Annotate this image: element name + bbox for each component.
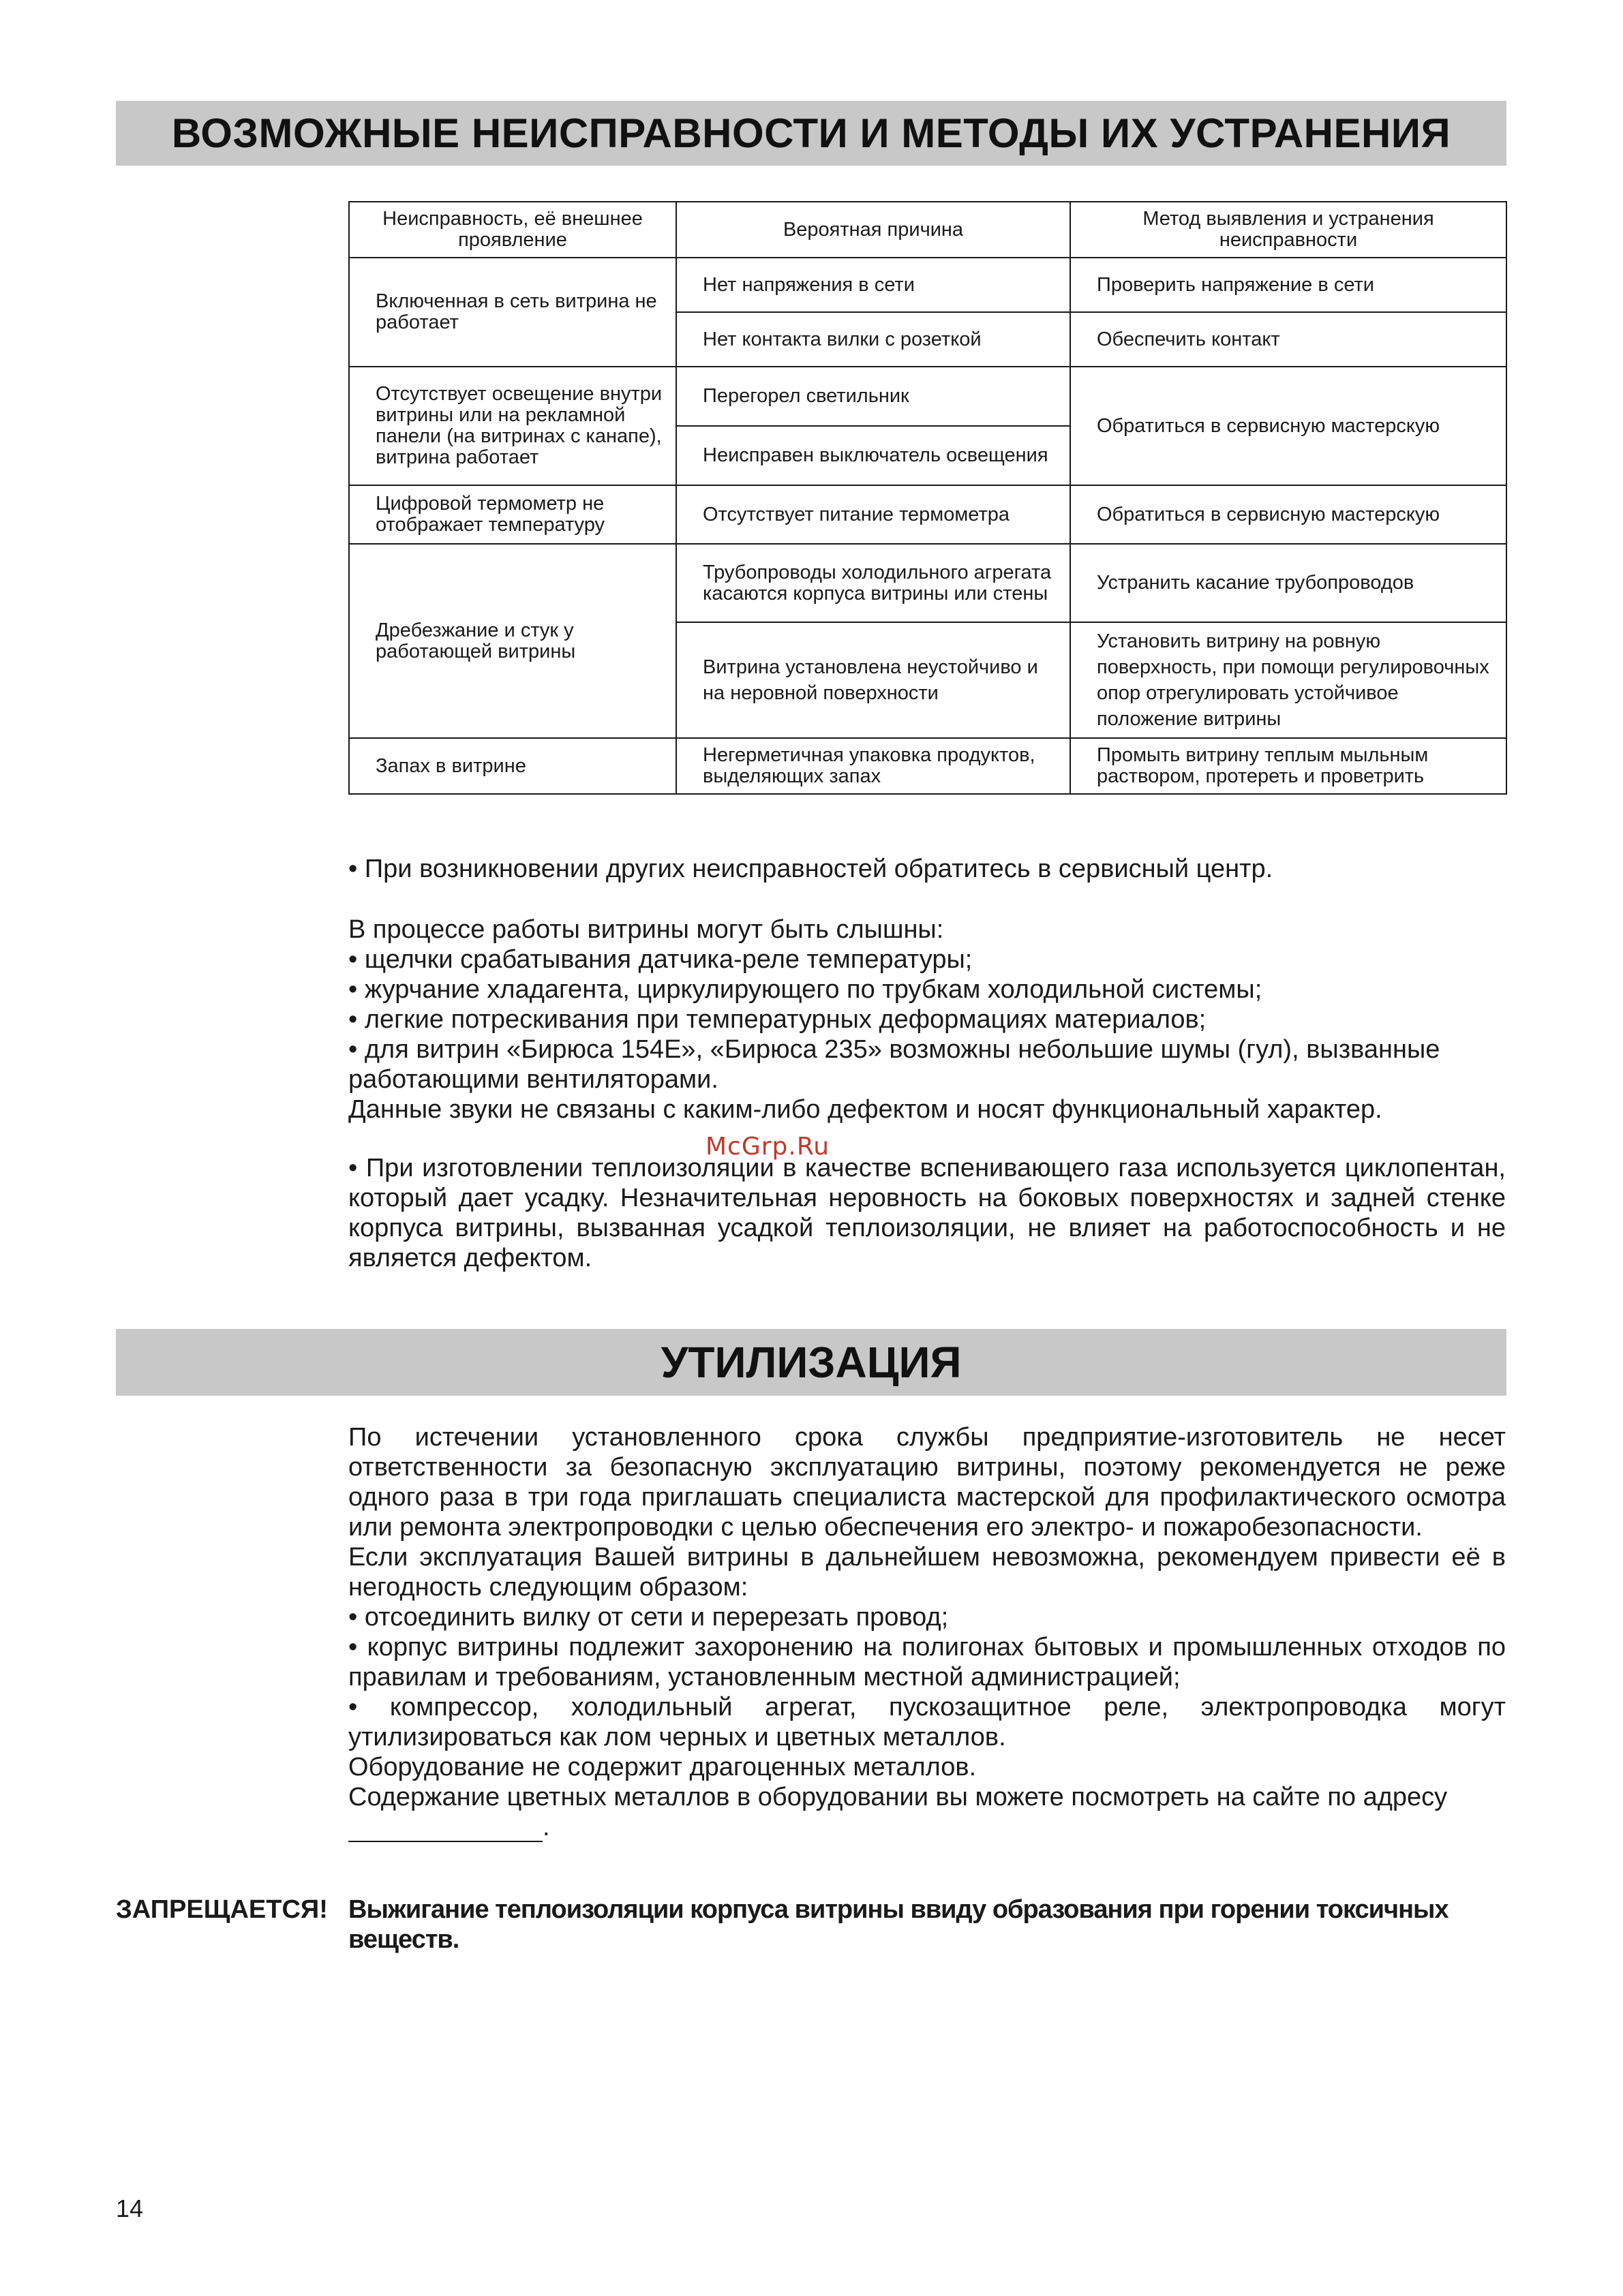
table-row — [349, 367, 1506, 426]
section-title-disposal: УТИЛИЗАЦИЯ — [661, 1338, 962, 1387]
fault-cell: Цифровой термометр не отображает температуру — [349, 485, 676, 544]
method-cell: Обеспечить контакт — [1070, 312, 1506, 367]
method-cell: Промыть витрину теплым мыльным раствором, протереть и проветрить — [1070, 738, 1506, 794]
prohibition-label: ЗАПРЕЩАЕТСЯ! — [116, 1895, 328, 1924]
sounds-block — [348, 915, 1506, 1124]
insulation-text: • При изготовлении теплоизоляции в качестве вспенивающего газа используется циклопентан, который дает усадку. Незначительная неровность на боковых поверхностях и задней стенке корпуса витрины, вызванная усадкой теплоизоляции, не влияет на работоспособность и не является дефектом. — [348, 1154, 1506, 1272]
method-cell: Установить витрину на ровную поверхность, при помощи регулировочных опор отрегулировать устойчивое положение витрины — [1070, 622, 1506, 738]
fault-cell: Дребезжание и стук у работающей витрины — [349, 544, 676, 738]
table-row — [349, 485, 1506, 544]
sound-item: • щелчки срабатывания датчика-реле температуры; — [348, 945, 973, 974]
disposal-step: • корпус витрины подлежит захоронению на полигонах бытовых и промышленных отходов по правилам и требованиям, установленным местной администрацией; — [348, 1633, 1506, 1692]
no-precious-metals: Оборудование не содержит драгоценных металлов. — [348, 1753, 977, 1781]
method-cell: Устранить касание трубопроводов — [1070, 544, 1506, 622]
cause-cell: Трубопроводы холодильного агрегата касаются корпуса витрины или стены — [676, 544, 1070, 622]
faults-table — [348, 201, 1507, 795]
blank-address — [348, 1815, 543, 1842]
table-header-row — [349, 202, 1506, 258]
disposal-para2: Если эксплуатация Вашей витрины в дальнейшем невозможна, рекомендуем привести её в негодность следующим образом: — [348, 1543, 1506, 1602]
column-header: Неисправность, её внешнее проявление — [349, 202, 676, 258]
column-header: Вероятная причина — [676, 202, 1070, 258]
method-cell: Обратиться в сервисную мастерскую — [1070, 367, 1506, 485]
cause-cell: Перегорел светильник — [676, 367, 1070, 426]
cause-cell: Негерметичная упаковка продуктов, выделяющих запах — [676, 738, 1070, 794]
table-row — [349, 544, 1506, 622]
table-row — [349, 738, 1506, 794]
cause-cell: Нет контакта вилки с розеткой — [676, 312, 1070, 367]
site-address-line — [348, 1812, 1506, 1842]
fault-cell: Отсутствует освещение внутри витрины или на рекламной панели (на витринах с канапе), витрина работает — [349, 367, 676, 485]
section-header-disposal — [116, 1329, 1506, 1396]
disposal-block — [348, 1422, 1506, 1842]
section-title-faults: ВОЗМОЖНЫЕ НЕИСПРАВНОСТИ И МЕТОДЫ ИХ УСТРАНЕНИЯ — [171, 110, 1451, 156]
sound-item: • для витрин «Бирюса 154Е», «Бирюса 235» возможны небольшие шумы (гул), вызванные работающими вентиляторами. — [348, 1035, 1440, 1094]
method-cell: Обратиться в сервисную мастерскую — [1070, 485, 1506, 544]
fault-cell: Запах в витрине — [349, 738, 676, 794]
note-other-faults — [348, 854, 1506, 884]
note-other-text: • При возникновении других неисправностей обратитесь в сервисный центр. — [348, 855, 1273, 883]
cause-cell: Витрина установлена неустойчиво и на неровной поверхности — [676, 622, 1070, 738]
metals-site-text: Содержание цветных металлов в оборудовании вы можете посмотреть на сайте по адресу — [348, 1783, 1448, 1811]
sound-item: • журчание хладагента, циркулирующего по трубкам холодильной системы; — [348, 975, 1262, 1004]
prohibition-text: Выжигание теплоизоляции корпуса витрины ввиду образования при горении токсичных веществ. — [348, 1895, 1448, 1954]
blank-period: . — [543, 1813, 550, 1841]
sounds-intro: В процессе работы витрины могут быть слышны: — [348, 915, 944, 944]
page-number: 14 — [116, 2194, 144, 2222]
watermark: McGrp.Ru — [706, 1133, 830, 1161]
disposal-para1: По истечении установленного срока службы предприятие-изготовитель не несет ответственности за безопасную эксплуатацию витрины, поэтому рекомендуется не реже одного раза в три года приглашать специалиста мастерской для профилактического осмотра или ремонта электропроводки с целью обеспечения его электро- и пожаробезопасности. — [348, 1423, 1506, 1542]
method-cell: Проверить напряжение в сети — [1070, 258, 1506, 312]
column-header: Метод выявления и устранения неисправности — [1070, 202, 1506, 258]
sound-item: • легкие потрескивания при температурных деформациях материалов; — [348, 1005, 1207, 1034]
section-header-faults — [116, 101, 1506, 166]
disposal-step: • отсоединить вилку от сети и перерезать провод; — [348, 1603, 949, 1632]
fault-cell: Включенная в сеть витрина не работает — [349, 258, 676, 367]
disposal-step: • компрессор, холодильный агрегат, пускозащитное реле, электропроводка могут утилизироваться как лом черных и цветных металлов. — [348, 1693, 1506, 1751]
table-row — [349, 258, 1506, 312]
cause-cell: Неисправен выключатель освещения — [676, 426, 1070, 485]
insulation-note — [348, 1153, 1506, 1273]
cause-cell: Нет напряжения в сети — [676, 258, 1070, 312]
cause-cell: Отсутствует питание термометра — [676, 485, 1070, 544]
sounds-conclusion: Данные звуки не связаны с каким-либо дефектом и носят функциональный характер. — [348, 1095, 1382, 1124]
